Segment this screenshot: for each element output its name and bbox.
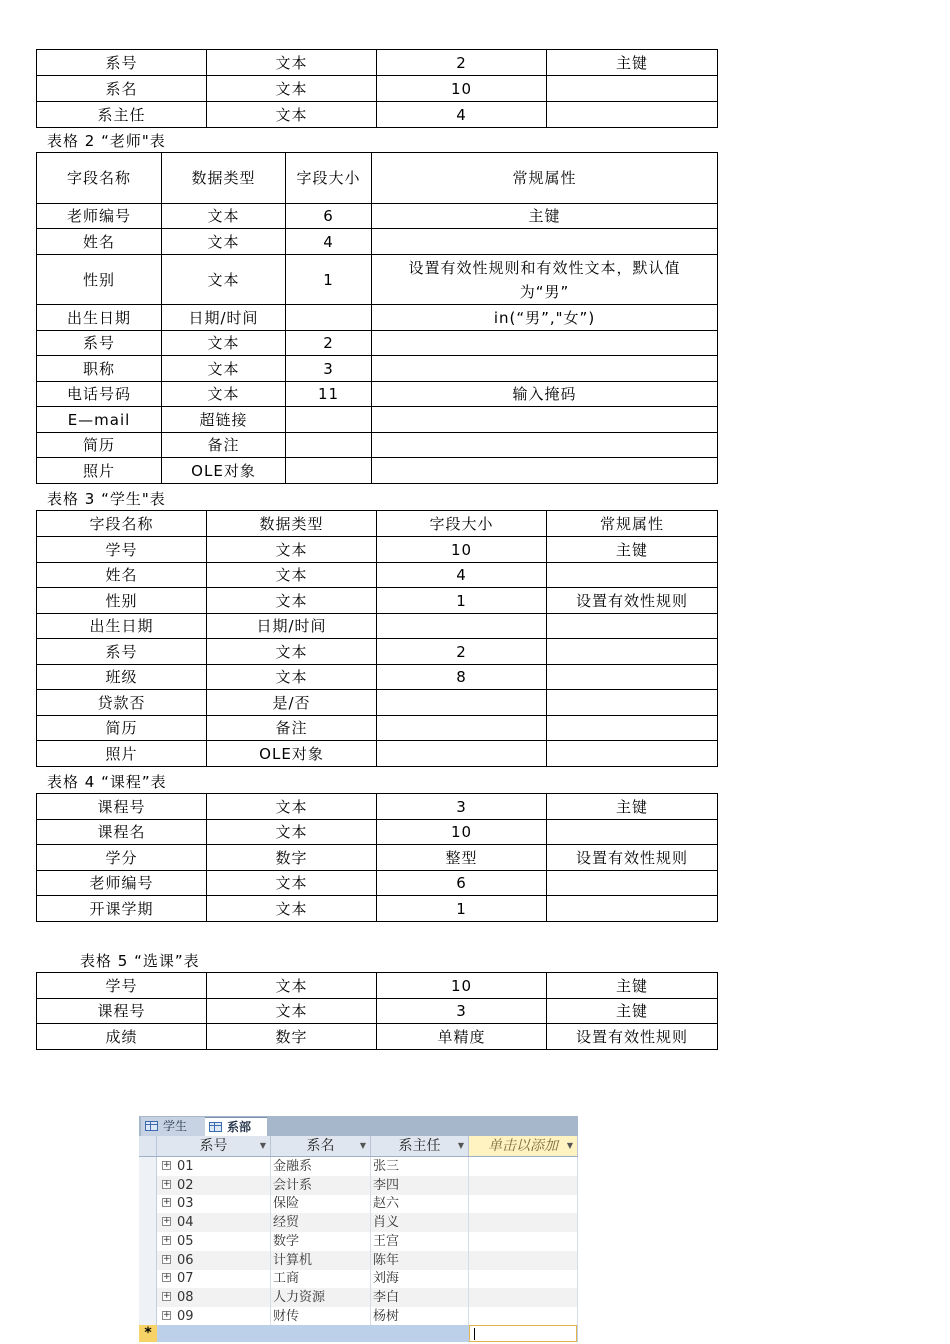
cell-dept-name[interactable]: 经贸 [271, 1213, 371, 1232]
cell-empty[interactable] [469, 1288, 578, 1307]
object-tab-bar [139, 1116, 578, 1136]
table-row: 课程名 文本 10 [37, 820, 718, 845]
table-row: 出生日期 日期/时间 in(“男”,"女”) [37, 305, 718, 331]
cell-dept-name[interactable]: 会计系 [271, 1176, 371, 1195]
table-row: 老师编号 文本 6 [37, 871, 718, 896]
table-row: 系名 文本 10 [37, 76, 718, 102]
cell-dept-head[interactable]: 肖义 [371, 1213, 469, 1232]
table-row: 学分 数字 整型 设置有效性规则 [37, 845, 718, 871]
cell-empty[interactable] [469, 1194, 578, 1213]
cell-dept-no[interactable]: 08 [175, 1288, 271, 1307]
expand-plus-icon[interactable]: + [163, 1197, 171, 1208]
expand-plus-icon[interactable]: + [163, 1309, 171, 1320]
table-row[interactable] [139, 1157, 578, 1176]
table-header-row: 字段名称 数据类型 字段大小 常规属性 [37, 153, 718, 204]
table-row: 贷款否 是/否 [37, 690, 718, 716]
table2-caption: 表格 2 “老师"表 [47, 132, 166, 150]
cell-dept-head[interactable]: 李白 [371, 1288, 469, 1307]
cell-dept-name[interactable]: 数学 [271, 1232, 371, 1251]
expand-plus-icon[interactable]: + [163, 1253, 171, 1264]
cell-empty[interactable] [469, 1269, 578, 1288]
column-header-dept-head[interactable]: 系主任 ▼ [371, 1136, 469, 1156]
cell-dept-no[interactable]: 09 [175, 1307, 271, 1326]
new-record-star-icon: * [139, 1325, 157, 1342]
table-row: 成绩 数字 单精度 设置有效性规则 [37, 1024, 718, 1050]
cell-dept-name[interactable]: 工商 [271, 1269, 371, 1288]
cell-dept-name[interactable]: 财传 [271, 1307, 371, 1326]
table-row: 姓名 文本 4 [37, 563, 718, 588]
table-row[interactable] [139, 1251, 578, 1270]
column-header-dept-no[interactable]: 系号 ▼ [157, 1136, 271, 1156]
cell-dept-name[interactable]: 保险 [271, 1194, 371, 1213]
cell-dept-head[interactable]: 李四 [371, 1176, 469, 1195]
cell-empty[interactable] [469, 1157, 578, 1176]
cell-dept-name[interactable]: 金融系 [271, 1157, 371, 1176]
cell-dept-head[interactable]: 张三 [371, 1157, 469, 1176]
table3-caption: 表格 3 “学生"表 [47, 490, 166, 508]
record-selector[interactable] [139, 1194, 157, 1213]
table-course-selection [36, 972, 718, 1050]
table-row: 系主任 文本 4 [37, 102, 718, 128]
cell-dept-head[interactable]: 赵六 [371, 1194, 469, 1213]
new-record-row[interactable] [139, 1325, 578, 1342]
table-students [36, 510, 718, 767]
column-header-row [139, 1136, 578, 1157]
cell-dept-name[interactable]: 人力资源 [271, 1288, 371, 1307]
cell-empty[interactable] [469, 1176, 578, 1195]
table-row: 课程号 文本 3 主键 [37, 794, 718, 820]
table-row[interactable] [139, 1269, 578, 1288]
cell-dept-name[interactable]: 计算机 [271, 1251, 371, 1270]
cell-dept-no[interactable]: 03 [175, 1194, 271, 1213]
table-row: 照片 OLE对象 [37, 741, 718, 767]
table-row: 系号 文本 2 [37, 331, 718, 356]
table-row: 简历 备注 [37, 433, 718, 458]
column-header-click-to-add[interactable]: 单击以添加 ▼ [469, 1136, 578, 1156]
table5-caption: 表格 5 “选课”表 [80, 952, 200, 970]
cell-dept-no[interactable]: 01 [175, 1157, 271, 1176]
cell-dept-head[interactable]: 陈年 [371, 1251, 469, 1270]
cell-empty[interactable] [469, 1213, 578, 1232]
dropdown-arrow-icon[interactable]: ▼ [259, 1141, 266, 1150]
cell-dept-no[interactable]: 06 [175, 1251, 271, 1270]
table-departments [36, 49, 718, 128]
cell-dept-no[interactable]: 07 [175, 1269, 271, 1288]
table-row: 出生日期 日期/时间 [37, 614, 718, 639]
table-row: 电话号码 文本 11 输入掩码 [37, 382, 718, 407]
cell-dept-head[interactable]: 杨树 [371, 1307, 469, 1326]
table-row: 性别 文本 1 设置有效性规则 [37, 588, 718, 614]
table-row: 开课学期 文本 1 [37, 896, 718, 922]
expand-plus-icon[interactable]: + [163, 1216, 171, 1227]
select-all-corner[interactable] [139, 1136, 157, 1156]
tab-student[interactable]: 学生 [141, 1117, 205, 1136]
table-row: 系号 文本 2 [37, 639, 718, 665]
expand-plus-icon[interactable]: + [163, 1234, 171, 1245]
access-datasheet [139, 1116, 578, 1342]
new-record-edit-cell[interactable] [469, 1325, 577, 1342]
table-row: 老师编号 文本 6 主键 [37, 204, 718, 229]
table-row[interactable] [139, 1176, 578, 1195]
table4-caption: 表格 4 “课程”表 [47, 773, 167, 791]
table-row[interactable] [139, 1288, 578, 1307]
record-selector[interactable] [139, 1157, 157, 1176]
table-teachers [36, 152, 718, 484]
record-selector[interactable] [139, 1213, 157, 1232]
cell-empty[interactable] [469, 1307, 578, 1326]
dropdown-arrow-icon[interactable]: ▼ [359, 1141, 366, 1150]
table-row: E—mail 超链接 [37, 407, 718, 433]
cell-dept-head[interactable]: 王宫 [371, 1232, 469, 1251]
dropdown-arrow-icon[interactable]: ▼ [457, 1141, 464, 1150]
expand-plus-icon[interactable]: + [163, 1290, 171, 1301]
dropdown-arrow-icon[interactable]: ▼ [566, 1141, 573, 1150]
table-row[interactable] [139, 1213, 578, 1232]
tab-department[interactable]: 系部 [205, 1117, 267, 1136]
record-selector[interactable] [139, 1269, 157, 1288]
table-row[interactable] [139, 1232, 578, 1251]
expand-plus-icon[interactable]: + [163, 1272, 171, 1283]
table-row: 课程号 文本 3 主键 [37, 999, 718, 1024]
table-row: 姓名 文本 4 [37, 229, 718, 255]
record-selector[interactable] [139, 1176, 157, 1195]
cell-dept-no[interactable]: 05 [175, 1232, 271, 1251]
table-header-row: 字段名称 数据类型 字段大小 常规属性 [37, 511, 718, 537]
table-row: 照片 OLE对象 [37, 458, 718, 484]
table-row: 简历 备注 [37, 716, 718, 741]
table-row: 学号 文本 10 主键 [37, 537, 718, 563]
column-header-dept-name[interactable]: 系名 ▼ [271, 1136, 371, 1156]
record-selector[interactable] [139, 1232, 157, 1251]
table-row[interactable] [139, 1307, 578, 1326]
table-icon [209, 1122, 222, 1132]
record-selector[interactable] [139, 1251, 157, 1270]
table-courses [36, 793, 718, 922]
expand-plus-icon[interactable]: + [163, 1178, 171, 1189]
table-row[interactable] [139, 1194, 578, 1213]
cell-dept-no[interactable]: 02 [175, 1176, 271, 1195]
cell-empty[interactable] [469, 1232, 578, 1251]
table-row: 班级 文本 8 [37, 665, 718, 690]
table-icon [145, 1121, 158, 1131]
table-row: 职称 文本 3 [37, 356, 718, 382]
expand-plus-icon[interactable]: + [163, 1160, 171, 1170]
cell-dept-no[interactable]: 04 [175, 1213, 271, 1232]
record-selector[interactable] [139, 1288, 157, 1307]
table-row: 系号 文本 2 主键 [37, 50, 718, 76]
table-row: 学号 文本 10 主键 [37, 973, 718, 999]
cell-empty[interactable] [469, 1251, 578, 1270]
table-row: 性别 文本 1 设置有效性规则和有效性文本，默认值为“男” [37, 255, 718, 305]
cell-dept-head[interactable]: 刘海 [371, 1269, 469, 1288]
record-selector[interactable] [139, 1307, 157, 1326]
